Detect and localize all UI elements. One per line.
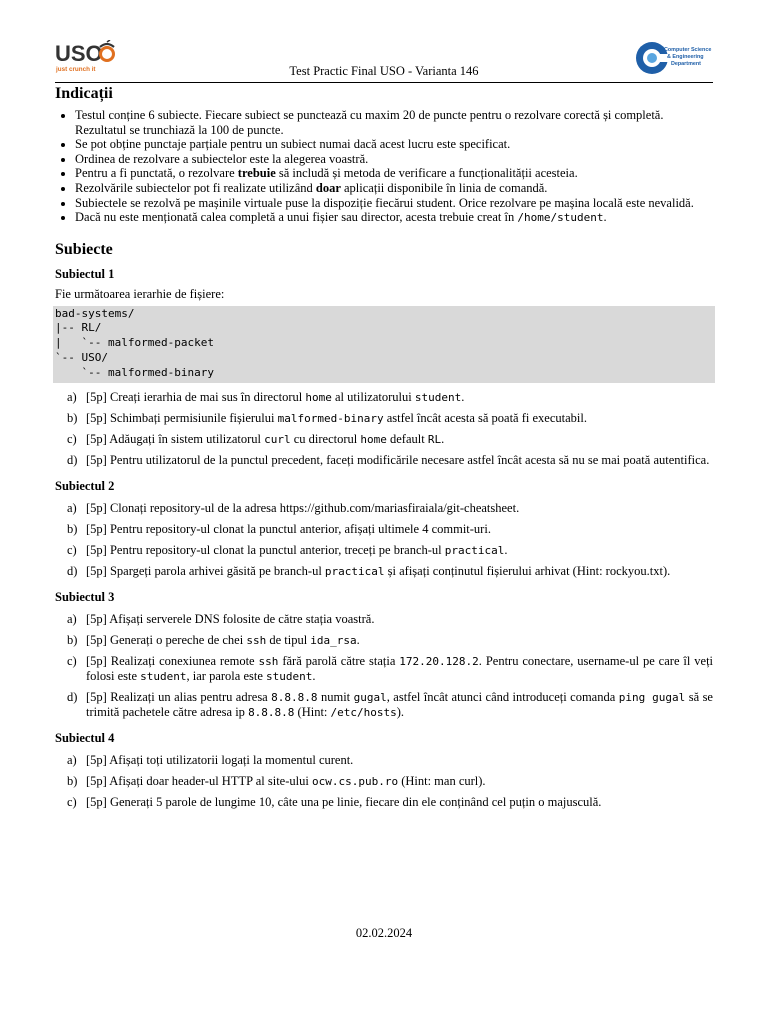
task-text: numit — [317, 690, 354, 705]
instruction-item — [75, 210, 713, 226]
instruction-item — [75, 166, 713, 181]
task-code: 8.8.8.8 — [248, 706, 295, 720]
task-code: practical — [444, 544, 505, 558]
instruction-emphasis: trebuie — [237, 166, 276, 181]
task-code: gugal — [353, 691, 387, 705]
task-code: RL — [427, 433, 442, 447]
task-item — [55, 654, 713, 684]
document-body — [55, 84, 713, 816]
task-item — [55, 501, 713, 516]
instruction-item: • Subiectele se rezolvă pe mașinile virtuale puse la dispoziție fiecărui student. Orice rezolvare pe mașina locală este nevalidă. — [75, 196, 713, 211]
task-label: c) — [67, 795, 77, 810]
task-text: [5p] Spargeți parola arhivei găsită pe branch-ul — [86, 564, 325, 579]
task-text: [5p] Pentru repository-ul clonat la punctul anterior, afișați ultimele 4 commit-uri. — [86, 522, 491, 537]
task-text: default — [386, 432, 428, 447]
header-title: Test Practic Final USO - Varianta 146 — [289, 64, 479, 78]
cse-logo-line-3: Department — [671, 61, 701, 67]
task-label: d) — [67, 690, 78, 705]
subject-4 — [55, 731, 713, 810]
task-item — [55, 633, 713, 648]
task-text: . — [356, 633, 360, 648]
task-code: 8.8.8.8 — [271, 691, 318, 705]
task-code: /etc/hosts — [330, 706, 397, 720]
task-code: ida_rsa — [310, 634, 357, 648]
task-text: să se trimită pachetele către adresa ip — [86, 690, 713, 720]
task-code: student — [414, 391, 462, 405]
task-text: [5p] Generați o pereche de chei — [86, 633, 247, 648]
task-text: [5p] Pentru repository-ul clonat la punctul anterior, treceți pe branch-ul — [86, 543, 445, 558]
task-text: [5p] Afișați toți utilizatorii logați la momentul curent. — [86, 753, 354, 768]
instruction-item — [75, 181, 713, 196]
task-item — [55, 690, 713, 720]
subject-1-items — [55, 390, 713, 468]
instruction-text: aplicații disponibile în linia de comandă. — [340, 180, 548, 195]
task-item — [55, 795, 713, 810]
task-text: . — [441, 432, 445, 447]
task-text: [5p] Realizați un alias pentru adresa — [86, 690, 272, 705]
subjects-heading: Subiecte — [55, 240, 113, 258]
task-code: student — [266, 670, 313, 684]
subject-1-intro: Fie următoarea ierarhie de fișiere: — [55, 286, 225, 301]
task-label: b) — [67, 411, 78, 426]
task-text: cu directorul — [290, 432, 361, 447]
task-item — [55, 390, 713, 405]
task-item — [55, 411, 713, 426]
task-text: al utilizatorului — [331, 390, 415, 405]
task-code: 172.20.128.2 — [399, 655, 479, 669]
task-label: d) — [67, 564, 78, 579]
file-tree-code-block — [53, 306, 715, 384]
subject-2 — [55, 479, 713, 579]
instructions-list — [55, 108, 713, 226]
subjects-section — [55, 241, 713, 811]
page-header — [55, 40, 713, 83]
instruction-text: Dacă nu este menționată calea completă a unui fișier sau director, acesta trebuie creat în — [75, 210, 518, 225]
task-label: a) — [67, 390, 77, 405]
task-label: c) — [67, 543, 77, 558]
subject-3-title: Subiectul 3 — [55, 590, 115, 605]
code-line: `-- malformed-binary — [55, 365, 214, 379]
task-text: . — [312, 669, 316, 684]
task-text: [5p] Pentru utilizatorul de la punctul precedent, faceți modificările necesare astfel încât acesta să nu se mai poată autentifica. — [86, 453, 710, 468]
task-code: home — [360, 433, 387, 447]
task-item — [55, 564, 713, 579]
footer-date: 02.02.2024 — [355, 926, 413, 940]
code-line: `-- USO/ — [55, 350, 108, 364]
code-line: bad-systems/ — [55, 306, 135, 320]
code-line: | `-- malformed-packet — [55, 336, 214, 350]
task-code: home — [305, 391, 332, 405]
task-text: și afișați conținutul fișierului arhivat (Hint: rockyou.txt). — [384, 564, 671, 579]
task-text: . Pentru conectare, username-ul pe care îl veți folosi este — [86, 654, 714, 684]
code-line: |-- RL/ — [55, 321, 102, 335]
task-text: de tipul — [266, 633, 311, 648]
task-code: student — [140, 670, 187, 684]
task-item — [55, 612, 713, 627]
task-text: [5p] Adăugați în sistem utilizatorul — [86, 432, 265, 447]
task-item — [55, 432, 713, 447]
task-code: ssh — [258, 655, 279, 669]
task-text: [5p] Creați ierarhia de mai sus în directorul — [86, 390, 306, 405]
task-item — [55, 774, 713, 789]
task-label: a) — [67, 612, 77, 627]
subject-3 — [55, 590, 713, 720]
task-code: ping gugal — [618, 691, 686, 705]
task-text: . — [504, 543, 508, 558]
instruction-item: • Testul conține 6 subiecte. Fiecare subiect se punctează cu maxim 20 de puncte pentru o rezolvare corectă și completă. Rezultatul se trunchiază la 100 de puncte. — [75, 108, 713, 137]
instructions-section — [55, 85, 713, 226]
uso-logo-tagline: just crunch it — [56, 66, 96, 73]
task-label: a) — [67, 753, 77, 768]
task-text: . — [461, 390, 465, 405]
subject-4-title: Subiectul 4 — [55, 731, 115, 746]
task-label: b) — [67, 633, 78, 648]
instruction-item: • Ordinea de rezolvare a subiectelor este la alegerea voastră. — [75, 152, 713, 167]
subject-4-items — [55, 753, 713, 810]
task-code: malformed-binary — [277, 412, 384, 426]
task-item — [55, 753, 713, 768]
task-text: [5p] Realizați conexiunea remote — [86, 654, 259, 669]
task-label: c) — [67, 654, 77, 669]
instruction-text: . — [603, 210, 607, 225]
instruction-text: Pentru a fi punctată, o rezolvare — [75, 166, 238, 181]
instructions-heading: Indicații — [55, 85, 113, 102]
task-text: [5p] Schimbați permisiunile fișierului — [86, 411, 278, 426]
subject-3-items — [55, 612, 713, 720]
task-text: (Hint: man curl). — [398, 774, 486, 789]
uso-logo-text: USO — [55, 41, 103, 66]
instruction-emphasis: doar — [315, 180, 341, 195]
task-text: [5p] Afișați doar header-ul HTTP al site-ului — [86, 774, 312, 789]
subject-1-title: Subiectul 1 — [55, 266, 115, 281]
task-text: [5p] Generați 5 parole de lungime 10, câte una pe linie, fiecare din ele conținând cel puțin o majusculă. — [86, 795, 602, 810]
task-text: , astfel încât atunci când introduceți comanda — [386, 690, 619, 705]
task-item — [55, 453, 713, 468]
task-text: ). — [396, 705, 405, 720]
cse-logo-line-1: Computer Science — [664, 47, 712, 53]
task-label: b) — [67, 774, 78, 789]
task-text: fără parolă către stația — [278, 654, 400, 669]
instruction-code: /home/student — [517, 211, 604, 225]
instruction-item: • Se pot obține punctaje parțiale pentru un subiect numai dacă acest lucru este specificat. — [75, 137, 713, 152]
subject-2-title: Subiectul 2 — [55, 479, 115, 494]
task-label: a) — [67, 501, 77, 516]
task-item — [55, 522, 713, 537]
cse-logo-line-2: & Engineering — [667, 54, 704, 60]
task-item — [55, 543, 713, 558]
task-text: [5p] Afișați serverele DNS folosite de către stația voastră. — [86, 612, 375, 627]
subject-1 — [55, 267, 713, 469]
task-code: ocw.cs.pub.ro — [311, 775, 399, 789]
instruction-text: să includă și metoda de verificare a funcționalității acesteia. — [275, 166, 578, 181]
cse-department-logo — [635, 41, 713, 75]
task-code: ssh — [246, 634, 267, 648]
task-code: practical — [324, 565, 385, 579]
instruction-text: Rezolvările subiectelor pot fi realizate utilizând — [75, 180, 316, 195]
subject-2-items — [55, 501, 713, 579]
task-text: (Hint: — [294, 705, 331, 720]
task-label: c) — [67, 432, 77, 447]
task-text: [5p] Clonați repository-ul de la adresa https://github.com/mariasfiraiala/git-cheatsheet. — [86, 501, 520, 516]
task-label: d) — [67, 453, 78, 468]
task-label: b) — [67, 522, 78, 537]
task-text: astfel încât acesta să poată fi executabil. — [383, 411, 587, 426]
task-text: , iar parola este — [186, 669, 267, 684]
task-code: curl — [264, 433, 291, 447]
